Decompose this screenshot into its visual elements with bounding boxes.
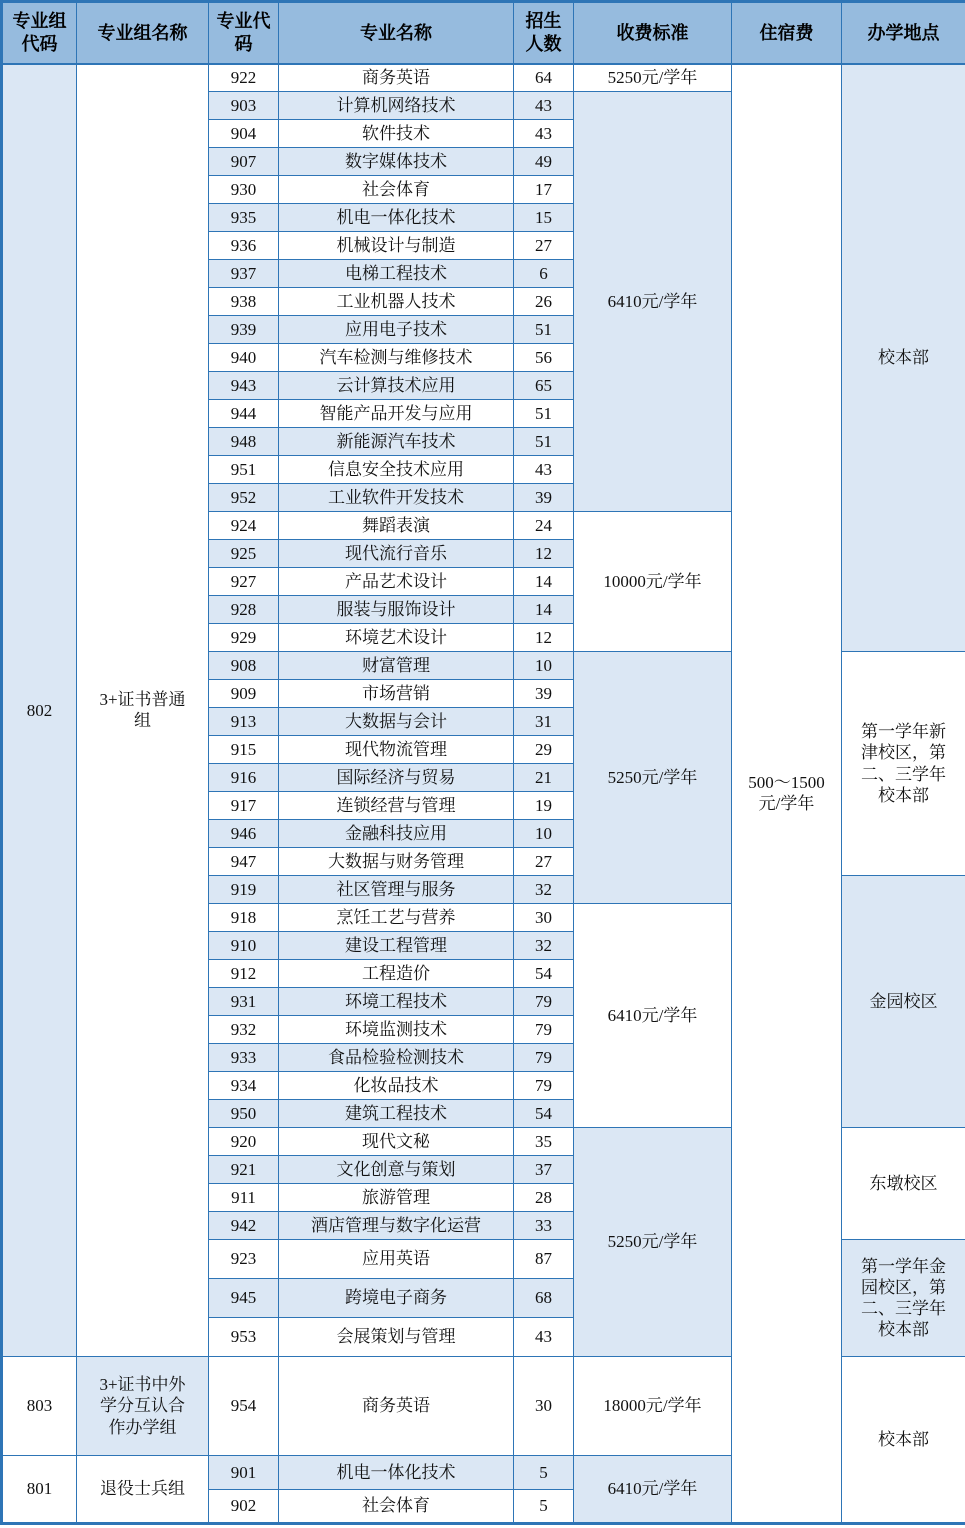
major-name-cell: 商务英语	[279, 64, 514, 92]
fee-standard-cell: 5250元/学年	[574, 1128, 732, 1357]
major-code-cell: 903	[209, 92, 279, 120]
fee-standard-cell: 6410元/学年	[574, 1456, 732, 1524]
major-name-cell: 社会体育	[279, 176, 514, 204]
major-code-cell: 931	[209, 988, 279, 1016]
group-name-cell: 退役士兵组	[77, 1456, 209, 1524]
group-name-cell: 3+证书普通组	[77, 64, 209, 1357]
enrollment-count-cell: 51	[514, 428, 574, 456]
major-code-cell: 912	[209, 960, 279, 988]
enrollment-count-cell: 79	[514, 1072, 574, 1100]
major-name-cell: 会展策划与管理	[279, 1318, 514, 1357]
major-code-cell: 904	[209, 120, 279, 148]
enrollment-count-cell: 39	[514, 484, 574, 512]
major-code-cell: 922	[209, 64, 279, 92]
major-name-cell: 智能产品开发与应用	[279, 400, 514, 428]
column-header-7: 住宿费	[732, 2, 842, 64]
group-name-cell: 3+证书中外学分互认合作办学组	[77, 1357, 209, 1456]
major-name-cell: 连锁经营与管理	[279, 792, 514, 820]
enrollment-count-cell: 17	[514, 176, 574, 204]
major-code-cell: 937	[209, 260, 279, 288]
major-name-cell: 市场营销	[279, 680, 514, 708]
major-name-cell: 财富管理	[279, 652, 514, 680]
major-name-cell: 大数据与会计	[279, 708, 514, 736]
major-name-cell: 工业机器人技术	[279, 288, 514, 316]
major-name-cell: 现代文秘	[279, 1128, 514, 1156]
major-code-cell: 913	[209, 708, 279, 736]
enrollment-count-cell: 14	[514, 596, 574, 624]
major-code-cell: 950	[209, 1100, 279, 1128]
major-code-cell: 907	[209, 148, 279, 176]
major-name-cell: 金融科技应用	[279, 820, 514, 848]
column-header-6: 收费标准	[574, 2, 732, 64]
enrollment-count-cell: 56	[514, 344, 574, 372]
major-code-cell: 911	[209, 1184, 279, 1212]
major-code-cell: 942	[209, 1212, 279, 1240]
enrollment-count-cell: 29	[514, 736, 574, 764]
enrollment-count-cell: 68	[514, 1279, 574, 1318]
major-name-cell: 社会体育	[279, 1490, 514, 1524]
major-code-cell: 934	[209, 1072, 279, 1100]
major-name-cell: 应用电子技术	[279, 316, 514, 344]
enrollment-count-cell: 79	[514, 1016, 574, 1044]
major-name-cell: 大数据与财务管理	[279, 848, 514, 876]
column-header-3: 专业代码	[209, 2, 279, 64]
major-name-cell: 数字媒体技术	[279, 148, 514, 176]
major-code-cell: 953	[209, 1318, 279, 1357]
major-name-cell: 建设工程管理	[279, 932, 514, 960]
major-name-cell: 环境工程技术	[279, 988, 514, 1016]
major-name-cell: 产品艺术设计	[279, 568, 514, 596]
major-name-cell: 社区管理与服务	[279, 876, 514, 904]
major-name-cell: 烹饪工艺与营养	[279, 904, 514, 932]
campus-location-cell: 第一学年新津校区，第二、三学年校本部	[842, 652, 965, 876]
major-name-cell: 软件技术	[279, 120, 514, 148]
major-name-cell: 服装与服饰设计	[279, 596, 514, 624]
group-code-cell: 802	[2, 64, 77, 1357]
major-code-cell: 954	[209, 1357, 279, 1456]
enrollment-count-cell: 10	[514, 652, 574, 680]
enrollment-count-cell: 87	[514, 1240, 574, 1279]
enrollment-count-cell: 5	[514, 1490, 574, 1524]
major-code-cell: 919	[209, 876, 279, 904]
column-header-5: 招生人数	[514, 2, 574, 64]
enrollment-count-cell: 32	[514, 932, 574, 960]
major-code-cell: 901	[209, 1456, 279, 1490]
table-header	[2, 2, 965, 64]
major-name-cell: 机械设计与制造	[279, 232, 514, 260]
major-code-cell: 938	[209, 288, 279, 316]
major-name-cell: 机电一体化技术	[279, 1456, 514, 1490]
enrollment-count-cell: 43	[514, 456, 574, 484]
major-code-cell: 908	[209, 652, 279, 680]
column-header-8: 办学地点	[842, 2, 965, 64]
major-code-cell: 932	[209, 1016, 279, 1044]
table-body	[2, 64, 965, 1524]
enrollment-count-cell: 65	[514, 372, 574, 400]
major-name-cell: 舞蹈表演	[279, 512, 514, 540]
major-code-cell: 952	[209, 484, 279, 512]
major-code-cell: 902	[209, 1490, 279, 1524]
major-code-cell: 925	[209, 540, 279, 568]
major-name-cell: 商务英语	[279, 1357, 514, 1456]
enrollment-count-cell: 32	[514, 876, 574, 904]
enrollment-count-cell: 43	[514, 120, 574, 148]
enrollment-count-cell: 21	[514, 764, 574, 792]
group-code-cell: 803	[2, 1357, 77, 1456]
major-code-cell: 923	[209, 1240, 279, 1279]
enrollment-count-cell: 30	[514, 1357, 574, 1456]
enrollment-count-cell: 6	[514, 260, 574, 288]
enrollment-count-cell: 33	[514, 1212, 574, 1240]
enrollment-count-cell: 30	[514, 904, 574, 932]
major-name-cell: 计算机网络技术	[279, 92, 514, 120]
major-code-cell: 935	[209, 204, 279, 232]
major-name-cell: 工程造价	[279, 960, 514, 988]
major-code-cell: 933	[209, 1044, 279, 1072]
major-code-cell: 909	[209, 680, 279, 708]
enrollment-count-cell: 49	[514, 148, 574, 176]
major-code-cell: 939	[209, 316, 279, 344]
campus-location-cell: 第一学年金园校区，第二、三学年校本部	[842, 1240, 965, 1357]
enrollment-count-cell: 14	[514, 568, 574, 596]
major-code-cell: 945	[209, 1279, 279, 1318]
enrollment-count-cell: 27	[514, 848, 574, 876]
major-name-cell: 汽车检测与维修技术	[279, 344, 514, 372]
enrollment-count-cell: 15	[514, 204, 574, 232]
major-name-cell: 现代物流管理	[279, 736, 514, 764]
enrollment-count-cell: 10	[514, 820, 574, 848]
major-code-cell: 930	[209, 176, 279, 204]
table-row	[2, 64, 965, 92]
major-code-cell: 940	[209, 344, 279, 372]
major-code-cell: 951	[209, 456, 279, 484]
accommodation-fee-cell: 500～1500元/学年	[732, 64, 842, 1524]
header-row	[2, 2, 965, 64]
major-name-cell: 文化创意与策划	[279, 1156, 514, 1184]
column-header-1: 专业组代码	[2, 2, 77, 64]
major-name-cell: 化妆品技术	[279, 1072, 514, 1100]
major-name-cell: 环境艺术设计	[279, 624, 514, 652]
major-name-cell: 旅游管理	[279, 1184, 514, 1212]
enrollment-count-cell: 79	[514, 1044, 574, 1072]
enrollment-count-cell: 79	[514, 988, 574, 1016]
enrollment-count-cell: 39	[514, 680, 574, 708]
enrollment-count-cell: 24	[514, 512, 574, 540]
enrollment-count-cell: 51	[514, 400, 574, 428]
major-name-cell: 云计算技术应用	[279, 372, 514, 400]
major-code-cell: 928	[209, 596, 279, 624]
enrollment-count-cell: 12	[514, 624, 574, 652]
campus-location-cell: 校本部	[842, 1357, 965, 1524]
major-name-cell: 新能源汽车技术	[279, 428, 514, 456]
enrollment-count-cell: 43	[514, 92, 574, 120]
fee-standard-cell: 6410元/学年	[574, 92, 732, 512]
enrollment-count-cell: 43	[514, 1318, 574, 1357]
major-name-cell: 国际经济与贸易	[279, 764, 514, 792]
major-code-cell: 920	[209, 1128, 279, 1156]
fee-standard-cell: 5250元/学年	[574, 64, 732, 92]
major-name-cell: 跨境电子商务	[279, 1279, 514, 1318]
enrollment-count-cell: 28	[514, 1184, 574, 1212]
major-code-cell: 947	[209, 848, 279, 876]
enrollment-count-cell: 64	[514, 64, 574, 92]
major-code-cell: 924	[209, 512, 279, 540]
major-code-cell: 944	[209, 400, 279, 428]
column-header-4: 专业名称	[279, 2, 514, 64]
major-code-cell: 943	[209, 372, 279, 400]
major-name-cell: 机电一体化技术	[279, 204, 514, 232]
major-name-cell: 建筑工程技术	[279, 1100, 514, 1128]
enrollment-count-cell: 26	[514, 288, 574, 316]
fee-standard-cell: 10000元/学年	[574, 512, 732, 652]
major-code-cell: 946	[209, 820, 279, 848]
major-code-cell: 921	[209, 1156, 279, 1184]
campus-location-cell: 校本部	[842, 64, 965, 652]
enrollment-count-cell: 5	[514, 1456, 574, 1490]
major-name-cell: 应用英语	[279, 1240, 514, 1279]
major-name-cell: 环境监测技术	[279, 1016, 514, 1044]
column-header-2: 专业组名称	[77, 2, 209, 64]
enrollment-count-cell: 31	[514, 708, 574, 736]
group-code-cell: 801	[2, 1456, 77, 1524]
enrollment-count-cell: 51	[514, 316, 574, 344]
major-code-cell: 929	[209, 624, 279, 652]
fee-standard-cell: 5250元/学年	[574, 652, 732, 904]
major-code-cell: 910	[209, 932, 279, 960]
major-name-cell: 食品检验检测技术	[279, 1044, 514, 1072]
enrollment-count-cell: 37	[514, 1156, 574, 1184]
fee-standard-cell: 6410元/学年	[574, 904, 732, 1128]
enrollment-count-cell: 19	[514, 792, 574, 820]
major-name-cell: 信息安全技术应用	[279, 456, 514, 484]
major-code-cell: 927	[209, 568, 279, 596]
campus-location-cell: 金园校区	[842, 876, 965, 1128]
major-code-cell: 917	[209, 792, 279, 820]
major-code-cell: 916	[209, 764, 279, 792]
major-code-cell: 948	[209, 428, 279, 456]
major-name-cell: 现代流行音乐	[279, 540, 514, 568]
fee-standard-cell: 18000元/学年	[574, 1357, 732, 1456]
major-code-cell: 915	[209, 736, 279, 764]
major-code-cell: 918	[209, 904, 279, 932]
campus-location-cell: 东墩校区	[842, 1128, 965, 1240]
major-name-cell: 酒店管理与数字化运营	[279, 1212, 514, 1240]
enrollment-count-cell: 54	[514, 1100, 574, 1128]
enrollment-count-cell: 12	[514, 540, 574, 568]
enrollment-count-cell: 35	[514, 1128, 574, 1156]
enrollment-count-cell: 54	[514, 960, 574, 988]
major-name-cell: 电梯工程技术	[279, 260, 514, 288]
major-name-cell: 工业软件开发技术	[279, 484, 514, 512]
major-code-cell: 936	[209, 232, 279, 260]
enrollment-count-cell: 27	[514, 232, 574, 260]
